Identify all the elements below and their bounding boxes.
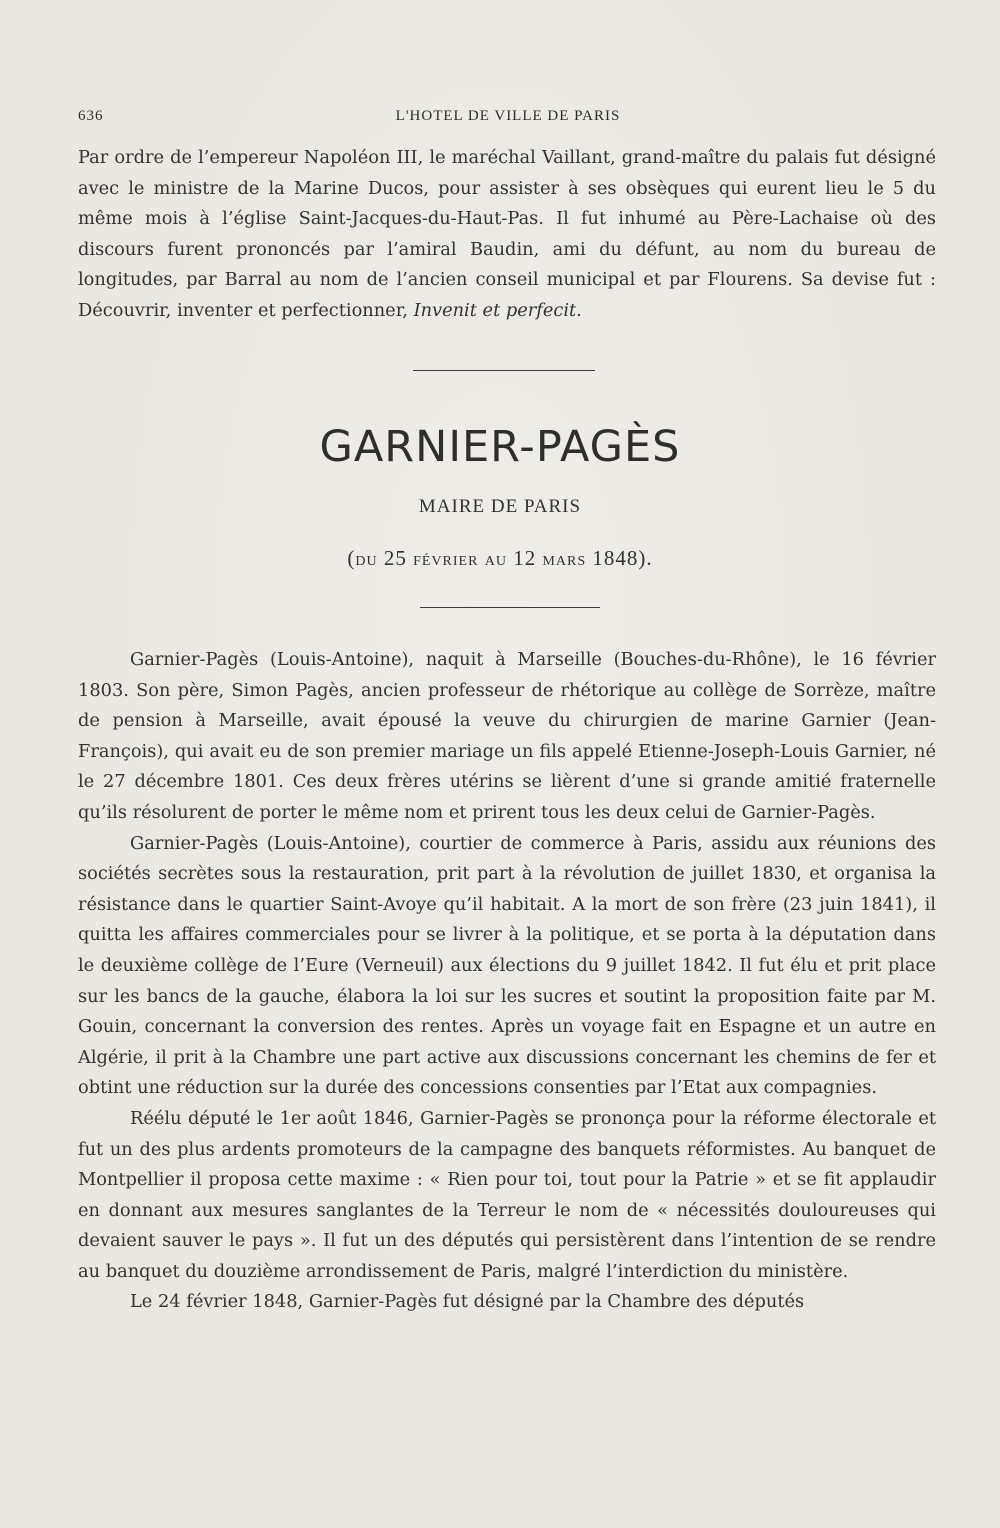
body-paragraph-2: Garnier-Pagès (Louis-Antoine), courtier de commerce à Paris, assidu aux réunions des sociétés secrètes sous la restauration, prit part à la révolution de juillet 1830, et organisa la résistance dans le quartier Saint-Avoye qu’il habitait. A la mort de son frère (23 juin 1841), il quitta les affaires commerciales pour se livrer à la politique, et se porta à la députation dans le deuxième collège de l’Eure (Verneuil) aux élections du 9 juillet 1842. Il fut élu et prit place sur les bancs de la gauche, élabora la loi sur les sucres et soutint la proposition faite par M. Gouin, concernant la conversion des rentes. Après un voyage fait en Espagne et un autre en Algérie, il prit à la Chambre une part active aux discussions concernant les chemins de fer et obtint une réduction sur la durée des concessions consenties par l’Etat aux compagnies.: [78, 832, 936, 1099]
running-head: [78, 108, 938, 132]
section-divider-bottom: [420, 607, 600, 608]
body-text: [78, 645, 936, 1318]
dates-day1: 25: [377, 546, 414, 570]
section-subtitle: MAIRE DE PARIS: [418, 496, 582, 517]
body-paragraph-3: Réélu député le 1er août 1846, Garnier-Pagès se prononça pour la réforme électorale et fut un des plus ardents promoteurs de la campagne des banquets réformistes. Au banquet de Montpellier il proposa cette maxime : « Rien pour toi, tout pour la Patrie » et se fit applaudir en donnant aux mesures sanglantes de la Terreur le nom de « nécessités douloureuses qui devaient sauver le pays ». Il fut un des députés qui persistèrent dans l’intention de se rendre au banquet du douzième arrondissement de Paris, malgré l’interdiction du ministère.: [78, 1107, 936, 1282]
dates-du: DU: [355, 554, 378, 569]
paragraph-top-text: Par ordre de l’empereur Napoléon III, le maréchal Vaillant, grand-maître du palais fut désigné avec le ministre de la Marine Ducos, pour assister à ses obsèques qui eurent lieu le 5 du même mois à l’église Saint-Jacques-du-Haut-Pas. Il fut inhumé au Père-Lachaise où des discours furent prononcés par l’amiral Baudin, ami du défunt, au nom du bureau de longitudes, par Barral au nom de l’ancien conseil municipal et par Flourens. Sa devise fut : Découvrir, inventer et perfectionner,: [78, 147, 936, 321]
section-title: GARNIER-PAGÈS: [319, 422, 681, 472]
dates-open: (: [347, 546, 356, 570]
dates-month2: MARS: [542, 554, 587, 569]
dates-au: AU: [484, 554, 507, 569]
body-paragraph-4: Le 24 février 1848, Garnier-Pagès fut désigné par la Chambre des députés: [130, 1291, 805, 1313]
section-dates: [0, 546, 1000, 571]
top-paragraph: [78, 143, 936, 327]
section-divider-top: [413, 370, 595, 371]
page-number: 636: [78, 108, 104, 124]
dates-day2: 12: [506, 546, 543, 570]
paragraph-top: [78, 143, 936, 327]
body-paragraph-1: Garnier-Pagès (Louis-Antoine), naquit à Marseille (Bouches-du-Rhône), le 16 février 1803. Son père, Simon Pagès, ancien professeur de rhétorique au collège de Sorrèze, maître de pension à Marseille, avait épousé la veuve du chirurgien de marine Garnier (Jean-François), qui avait eu de son premier mariage un fils appelé Etienne-Joseph-Louis Garnier, né le 27 décembre 1801. Ces deux frères utérins se lièrent d’une si grande amitié fraternelle qu’ils résolurent de porter le même nom et prirent tous les deux celui de Garnier-Pagès.: [78, 649, 936, 823]
dates-year: 1848).: [586, 546, 653, 570]
running-title: L'HOTEL DE VILLE DE PARIS: [395, 108, 621, 124]
motto-text: Invenit et perfecit.: [413, 299, 582, 321]
dates-month1: FÉVRIER: [413, 554, 479, 569]
